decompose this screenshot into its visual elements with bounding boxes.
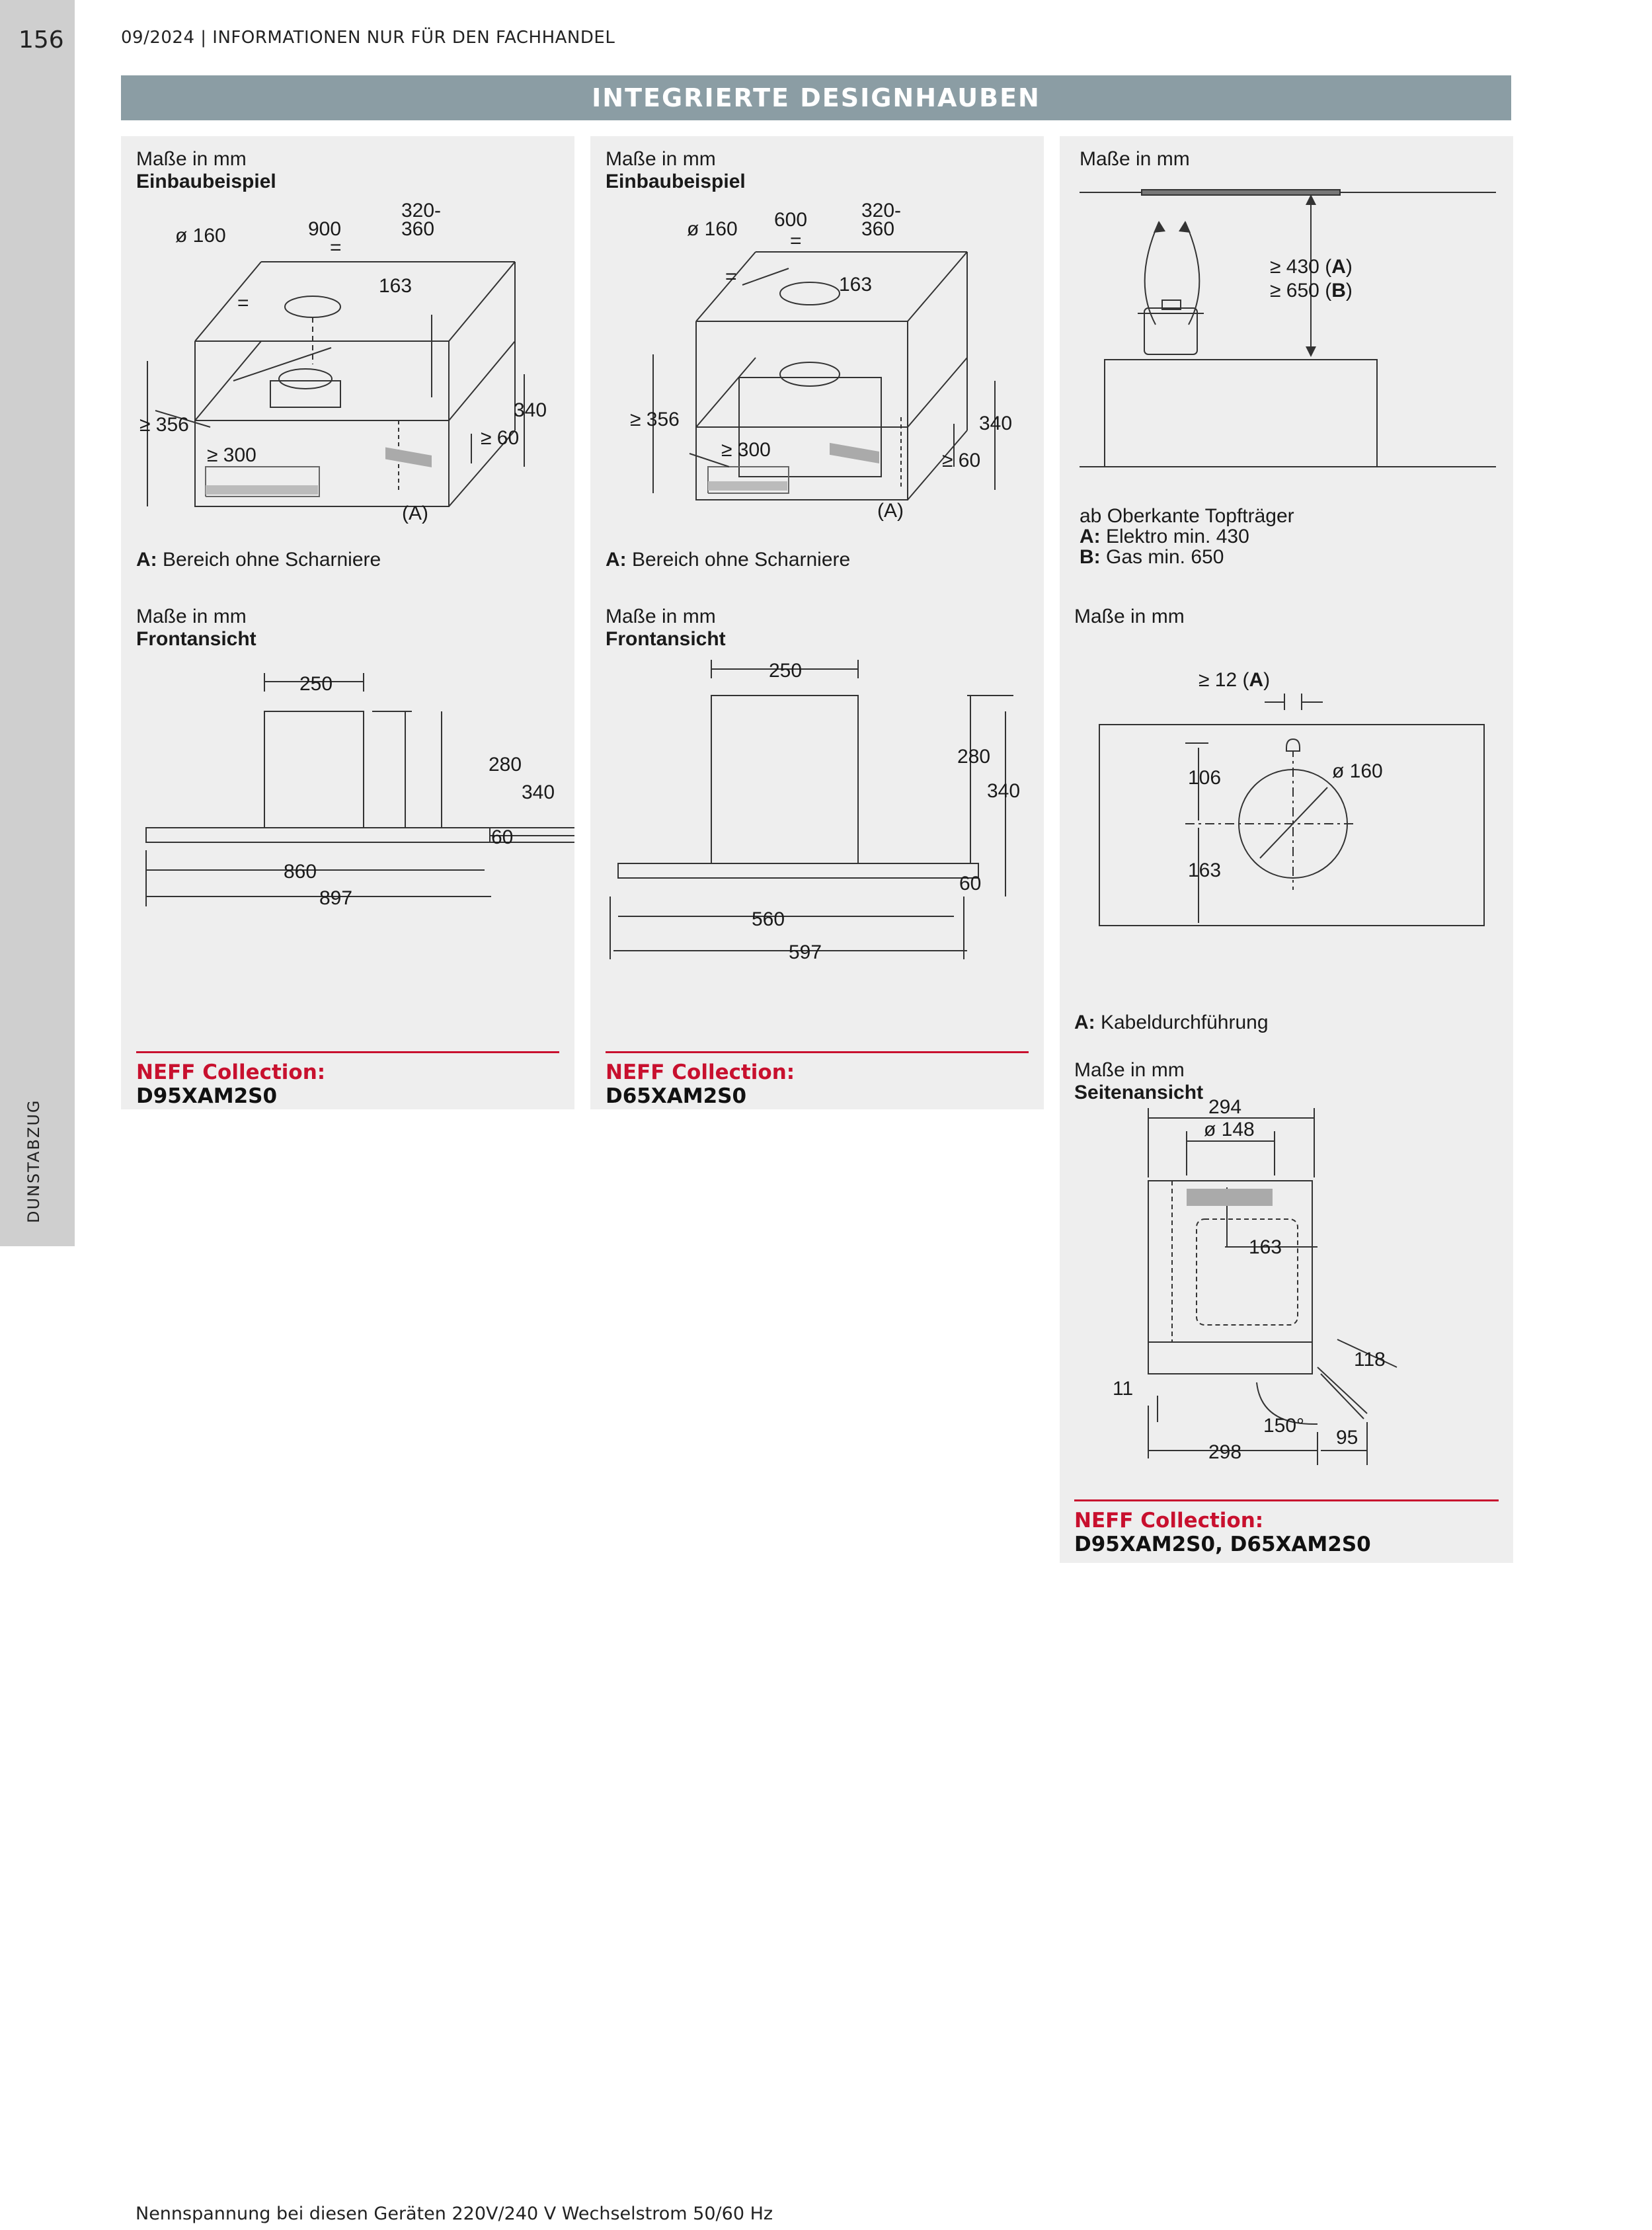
side-d118: 118	[1354, 1349, 1386, 1371]
cutout-note: A: Kabeldurchführung	[1074, 1012, 1269, 1033]
side-d150: 150°	[1263, 1415, 1305, 1437]
dim-depth1: 320-	[861, 200, 902, 221]
height-note: ab Oberkante Topfträger	[1080, 505, 1294, 527]
side-d163: 163	[1249, 1236, 1282, 1258]
side-d95: 95	[1336, 1427, 1358, 1449]
product-panel-d65	[590, 136, 1044, 1109]
cutout-d106: 106	[1188, 767, 1222, 789]
dim-depth1: 320-	[401, 200, 442, 221]
dim-offset: 163	[839, 274, 873, 296]
install-subtitle: Einbaubeispiel	[606, 171, 746, 192]
page-title: INTEGRIERTE DESIGNHAUBEN	[121, 75, 1511, 120]
collection-divider	[136, 1051, 559, 1053]
front-unit: Maße in mm	[606, 606, 716, 627]
dim-h300: ≥ 300	[721, 439, 771, 461]
dim-width: 600	[774, 209, 808, 231]
height-note-a: A: Elektro min. 430	[1080, 526, 1249, 547]
cutout-d163: 163	[1188, 859, 1222, 881]
side-d148: ø 148	[1204, 1119, 1255, 1140]
collection-divider	[1074, 1499, 1499, 1501]
accessory-panel	[1060, 136, 1513, 1563]
dim-w860: 860	[284, 861, 317, 883]
dim-h340: 340	[979, 413, 1013, 434]
collection-label: NEFF Collection:	[606, 1060, 795, 1084]
dim-a: (A)	[877, 500, 904, 522]
height-dim-b: ≥ 650 (B)	[1270, 280, 1353, 301]
collection-label: NEFF Collection:	[136, 1060, 326, 1084]
dim-h356: ≥ 356	[630, 409, 680, 430]
dim-a: (A)	[402, 502, 428, 524]
dim-h340: 340	[514, 399, 547, 421]
cutout-dim-12: ≥ 12 (A)	[1199, 669, 1271, 691]
cutout-diam: ø 160	[1332, 760, 1383, 782]
dim-diam: ø 160	[175, 225, 226, 247]
install-note: A: Bereich ohne Scharniere	[606, 549, 851, 571]
section-label: DUNSTABZUG	[24, 1099, 43, 1223]
dim-w597: 597	[789, 941, 822, 963]
front-subtitle: Frontansicht	[606, 628, 726, 650]
dim-diam: ø 160	[687, 218, 738, 240]
model-number: D95XAM2S0	[136, 1084, 278, 1108]
side-unit: Maße in mm	[1074, 1059, 1185, 1081]
side-d294: 294	[1208, 1096, 1242, 1118]
dim-width: 900	[308, 218, 342, 240]
page-number: 156	[19, 26, 64, 54]
dim-h280: 280	[957, 746, 991, 768]
page-header: 09/2024 | INFORMATIONEN NUR FÜR DEN FACHHANDEL	[121, 28, 615, 48]
dim-eq2: =	[237, 292, 249, 314]
front-subtitle: Frontansicht	[136, 628, 256, 650]
side-subtitle: Seitenansicht	[1074, 1082, 1204, 1103]
install-unit: Maße in mm	[136, 148, 247, 170]
model-number: D65XAM2S0	[606, 1084, 747, 1108]
install-subtitle: Einbaubeispiel	[136, 171, 276, 192]
dim-w897: 897	[319, 887, 353, 909]
dim-depth2: 360	[401, 218, 435, 240]
collection-label: NEFF Collection:	[1074, 1509, 1264, 1533]
dim-h60: 60	[959, 873, 982, 895]
model-number: D95XAM2S0, D65XAM2S0	[1074, 1533, 1371, 1556]
dim-h60: 60	[491, 826, 514, 848]
dim-h356: ≥ 356	[139, 414, 189, 436]
dim-h280: 280	[489, 754, 522, 776]
collection-divider	[606, 1051, 1029, 1053]
install-note: A: Bereich ohne Scharniere	[136, 549, 381, 571]
dim-h60: ≥ 60	[942, 450, 981, 471]
dim-eq2: =	[725, 266, 737, 288]
dim-w560: 560	[752, 908, 785, 930]
dim-eq: =	[790, 230, 802, 252]
height-unit: Maße in mm	[1080, 148, 1190, 170]
dim-depth2: 360	[861, 218, 895, 240]
dim-w250: 250	[769, 660, 803, 682]
side-d11: 11	[1113, 1378, 1134, 1400]
side-d298: 298	[1208, 1441, 1242, 1463]
install-unit: Maße in mm	[606, 148, 716, 170]
product-panel-d95	[121, 136, 574, 1109]
dim-offset: 163	[379, 275, 413, 297]
dim-w250: 250	[299, 673, 333, 695]
cutout-unit: Maße in mm	[1074, 606, 1185, 627]
height-note-b: B: Gas min. 650	[1080, 546, 1224, 568]
front-unit: Maße in mm	[136, 606, 247, 627]
dim-h340: 340	[987, 780, 1021, 802]
technical-diagrams	[1060, 136, 1513, 1563]
dim-h340: 340	[522, 781, 555, 803]
dim-eq: =	[330, 237, 342, 259]
dim-h60: ≥ 60	[481, 427, 520, 449]
footer-note: Nennspannung bei diesen Geräten 220V/240 V Wechselstrom 50/60 Hz	[136, 2204, 773, 2224]
height-dim-a: ≥ 430 (A)	[1270, 256, 1353, 278]
dim-h300: ≥ 300	[207, 444, 256, 466]
sidebar-strip	[0, 0, 75, 1246]
